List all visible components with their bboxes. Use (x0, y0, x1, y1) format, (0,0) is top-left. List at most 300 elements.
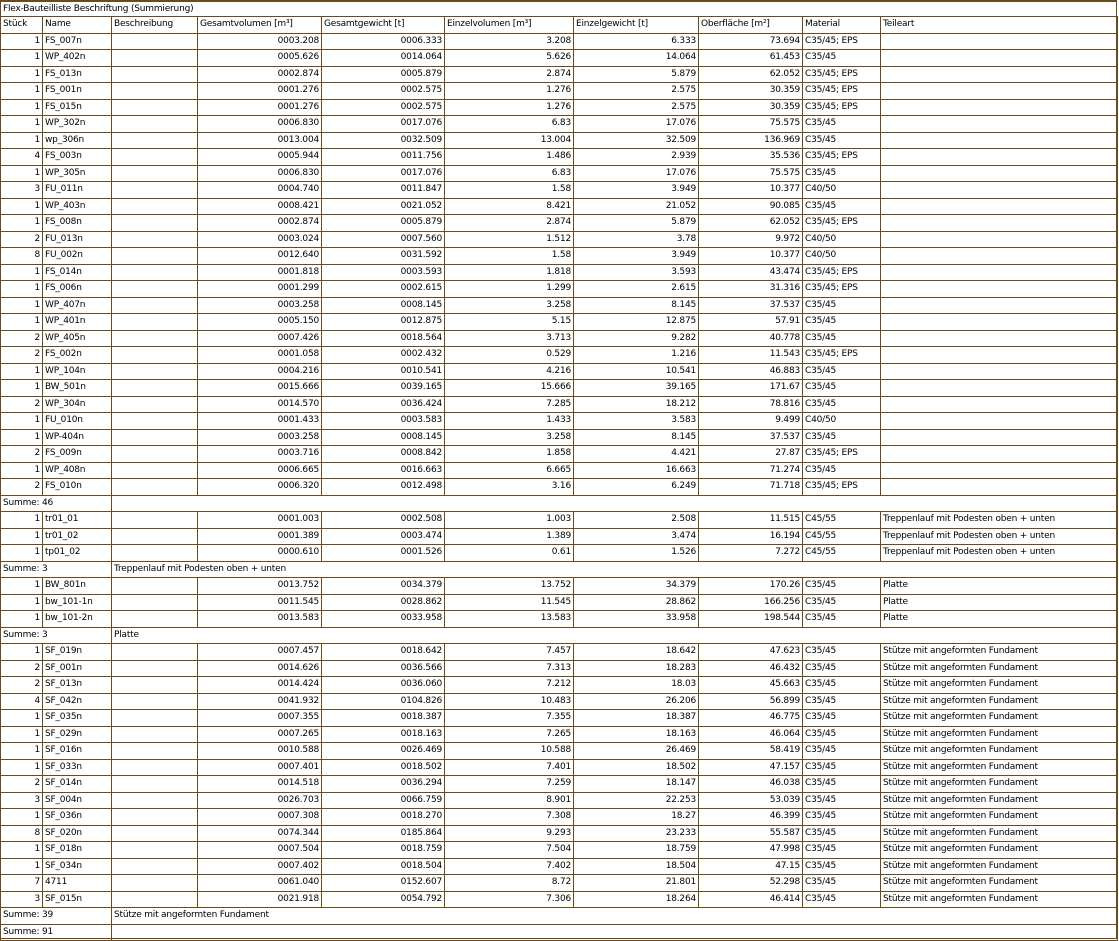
cell-teileart[interactable] (881, 413, 1118, 430)
table-row[interactable] (1, 462, 1118, 479)
cell-material[interactable]: C40/50 (803, 248, 881, 265)
cell-einzelvolumen[interactable]: 3.258 (445, 297, 574, 314)
cell-gesamtgewicht[interactable]: 0002.575 (322, 99, 445, 116)
cell-teileart[interactable] (881, 231, 1118, 248)
cell-gesamtgewicht[interactable]: 0066.759 (322, 792, 445, 809)
cell-name[interactable]: FS_010n (43, 479, 112, 496)
cell-material[interactable]: C35/45 (803, 611, 881, 628)
cell-beschreibung[interactable] (112, 429, 198, 446)
cell-teileart[interactable]: Platte (881, 578, 1118, 595)
cell-einzelvolumen[interactable]: 6.83 (445, 165, 574, 182)
cell-teileart[interactable]: Stütze mit angeformten Fundament (881, 858, 1118, 875)
cell-stueck[interactable]: 2 (1, 479, 43, 496)
cell-einzelgewicht[interactable]: 14.064 (574, 50, 699, 67)
cell-einzelgewicht[interactable]: 32.509 (574, 132, 699, 149)
cell-name[interactable]: FU_010n (43, 413, 112, 430)
cell-einzelvolumen[interactable]: 7.457 (445, 644, 574, 661)
table-row[interactable] (1, 248, 1118, 265)
cell-teileart[interactable]: Stütze mit angeformten Fundament (881, 693, 1118, 710)
cell-gesamtvolumen[interactable]: 0007.426 (198, 330, 322, 347)
cell-beschreibung[interactable] (112, 743, 198, 760)
cell-einzelgewicht[interactable]: 10.541 (574, 363, 699, 380)
cell-name[interactable]: FS_008n (43, 215, 112, 232)
cell-gesamtvolumen[interactable]: 0001.003 (198, 512, 322, 529)
cell-einzelvolumen[interactable]: 11.545 (445, 594, 574, 611)
cell-oberflaeche[interactable]: 30.359 (699, 99, 803, 116)
cell-material[interactable]: C35/45; EPS (803, 215, 881, 232)
cell-einzelgewicht[interactable]: 1.216 (574, 347, 699, 364)
cell-gesamtvolumen[interactable]: 0000.610 (198, 545, 322, 562)
cell-name[interactable]: SF_034n (43, 858, 112, 875)
cell-einzelvolumen[interactable]: 2.874 (445, 66, 574, 83)
cell-stueck[interactable]: 8 (1, 248, 43, 265)
cell-stueck[interactable]: 1 (1, 644, 43, 661)
cell-oberflaeche[interactable]: 9.972 (699, 231, 803, 248)
cell-einzelvolumen[interactable]: 7.285 (445, 396, 574, 413)
cell-gesamtgewicht[interactable]: 0036.424 (322, 396, 445, 413)
cell-einzelgewicht[interactable]: 2.508 (574, 512, 699, 529)
cell-material[interactable]: C35/45 (803, 875, 881, 892)
cell-einzelvolumen[interactable]: 8.72 (445, 875, 574, 892)
cell-einzelvolumen[interactable]: 10.588 (445, 743, 574, 760)
cell-einzelgewicht[interactable]: 21.052 (574, 198, 699, 215)
cell-stueck[interactable]: 1 (1, 380, 43, 397)
cell-material[interactable]: C35/45 (803, 891, 881, 908)
cell-gesamtgewicht[interactable]: 0002.615 (322, 281, 445, 298)
cell-einzelgewicht[interactable]: 6.333 (574, 33, 699, 50)
col-header-name[interactable]: Name (43, 17, 112, 34)
cell-beschreibung[interactable] (112, 710, 198, 727)
col-header-stueck[interactable]: Stück (1, 17, 43, 34)
cell-stueck[interactable]: 1 (1, 99, 43, 116)
cell-gesamtvolumen[interactable]: 0005.626 (198, 50, 322, 67)
cell-einzelvolumen[interactable]: 0.529 (445, 347, 574, 364)
cell-einzelgewicht[interactable]: 2.575 (574, 99, 699, 116)
cell-einzelvolumen[interactable]: 4.216 (445, 363, 574, 380)
cell-einzelvolumen[interactable]: 1.58 (445, 248, 574, 265)
cell-einzelgewicht[interactable]: 16.663 (574, 462, 699, 479)
cell-teileart[interactable] (881, 380, 1118, 397)
cell-oberflaeche[interactable]: 57.91 (699, 314, 803, 331)
cell-oberflaeche[interactable]: 78.816 (699, 396, 803, 413)
table-row[interactable] (1, 809, 1118, 826)
cell-oberflaeche[interactable]: 75.575 (699, 165, 803, 182)
cell-einzelvolumen[interactable]: 3.713 (445, 330, 574, 347)
cell-stueck[interactable]: 1 (1, 198, 43, 215)
cell-einzelgewicht[interactable]: 6.249 (574, 479, 699, 496)
table-row[interactable] (1, 215, 1118, 232)
table-row[interactable] (1, 413, 1118, 430)
cell-material[interactable]: C45/55 (803, 545, 881, 562)
cell-einzelgewicht[interactable]: 28.862 (574, 594, 699, 611)
cell-name[interactable]: WP_402n (43, 50, 112, 67)
cell-oberflaeche[interactable]: 171.67 (699, 380, 803, 397)
cell-oberflaeche[interactable]: 45.663 (699, 677, 803, 694)
cell-material[interactable]: C40/50 (803, 413, 881, 430)
cell-einzelvolumen[interactable]: 1.58 (445, 182, 574, 199)
table-row[interactable] (1, 611, 1118, 628)
cell-oberflaeche[interactable]: 46.432 (699, 660, 803, 677)
table-row[interactable] (1, 545, 1118, 562)
cell-oberflaeche[interactable]: 52.298 (699, 875, 803, 892)
cell-oberflaeche[interactable]: 40.778 (699, 330, 803, 347)
cell-einzelvolumen[interactable]: 13.004 (445, 132, 574, 149)
cell-name[interactable]: FU_002n (43, 248, 112, 265)
cell-stueck[interactable]: 1 (1, 66, 43, 83)
cell-stueck[interactable]: 1 (1, 578, 43, 595)
cell-beschreibung[interactable] (112, 413, 198, 430)
cell-einzelgewicht[interactable]: 3.78 (574, 231, 699, 248)
cell-stueck[interactable]: 1 (1, 842, 43, 859)
cell-beschreibung[interactable] (112, 363, 198, 380)
cell-gesamtvolumen[interactable]: 0001.276 (198, 83, 322, 100)
cell-gesamtvolumen[interactable]: 0013.004 (198, 132, 322, 149)
table-row[interactable] (1, 66, 1118, 83)
table-row[interactable] (1, 132, 1118, 149)
cell-stueck[interactable]: 1 (1, 545, 43, 562)
cell-beschreibung[interactable] (112, 116, 198, 133)
cell-gesamtgewicht[interactable]: 0021.052 (322, 198, 445, 215)
table-row[interactable] (1, 347, 1118, 364)
cell-gesamtgewicht[interactable]: 0012.875 (322, 314, 445, 331)
cell-oberflaeche[interactable]: 46.775 (699, 710, 803, 727)
table-row[interactable] (1, 594, 1118, 611)
cell-stueck[interactable]: 7 (1, 875, 43, 892)
table-row[interactable] (1, 759, 1118, 776)
cell-einzelvolumen[interactable]: 1.858 (445, 446, 574, 463)
col-header-teileart[interactable]: Teileart (881, 17, 1118, 34)
cell-beschreibung[interactable] (112, 83, 198, 100)
cell-beschreibung[interactable] (112, 644, 198, 661)
table-row[interactable] (1, 858, 1118, 875)
cell-gesamtgewicht[interactable]: 0036.566 (322, 660, 445, 677)
cell-beschreibung[interactable] (112, 297, 198, 314)
cell-teileart[interactable] (881, 99, 1118, 116)
cell-beschreibung[interactable] (112, 462, 198, 479)
cell-einzelvolumen[interactable]: 7.306 (445, 891, 574, 908)
cell-einzelvolumen[interactable]: 5.15 (445, 314, 574, 331)
cell-name[interactable]: SF_042n (43, 693, 112, 710)
cell-beschreibung[interactable] (112, 776, 198, 793)
col-header-oberflaeche[interactable]: Oberfläche [m²] (699, 17, 803, 34)
cell-material[interactable]: C35/45; EPS (803, 347, 881, 364)
table-row[interactable] (1, 297, 1118, 314)
cell-einzelgewicht[interactable]: 9.282 (574, 330, 699, 347)
cell-gesamtvolumen[interactable]: 0001.058 (198, 347, 322, 364)
col-header-einzelgewicht[interactable]: Einzelgewicht [t] (574, 17, 699, 34)
cell-teileart[interactable]: Stütze mit angeformten Fundament (881, 660, 1118, 677)
cell-gesamtgewicht[interactable]: 0018.564 (322, 330, 445, 347)
cell-beschreibung[interactable] (112, 726, 198, 743)
cell-einzelgewicht[interactable]: 18.212 (574, 396, 699, 413)
cell-beschreibung[interactable] (112, 594, 198, 611)
cell-einzelgewicht[interactable]: 18.502 (574, 759, 699, 776)
cell-einzelvolumen[interactable]: 1.389 (445, 528, 574, 545)
cell-gesamtgewicht[interactable]: 0036.294 (322, 776, 445, 793)
cell-oberflaeche[interactable]: 46.064 (699, 726, 803, 743)
table-row[interactable] (1, 825, 1118, 842)
cell-material[interactable]: C35/45 (803, 578, 881, 595)
cell-einzelvolumen[interactable]: 1.433 (445, 413, 574, 430)
cell-teileart[interactable]: Stütze mit angeformten Fundament (881, 842, 1118, 859)
cell-material[interactable]: C35/45 (803, 858, 881, 875)
cell-stueck[interactable]: 1 (1, 50, 43, 67)
cell-beschreibung[interactable] (112, 264, 198, 281)
cell-gesamtvolumen[interactable]: 0003.258 (198, 429, 322, 446)
cell-beschreibung[interactable] (112, 99, 198, 116)
cell-material[interactable]: C45/55 (803, 512, 881, 529)
cell-material[interactable]: C35/45 (803, 776, 881, 793)
cell-einzelvolumen[interactable]: 1.299 (445, 281, 574, 298)
cell-gesamtvolumen[interactable]: 0001.389 (198, 528, 322, 545)
cell-einzelgewicht[interactable]: 5.879 (574, 66, 699, 83)
cell-teileart[interactable] (881, 116, 1118, 133)
cell-einzelgewicht[interactable]: 1.526 (574, 545, 699, 562)
cell-gesamtgewicht[interactable]: 0016.663 (322, 462, 445, 479)
cell-beschreibung[interactable] (112, 215, 198, 232)
cell-einzelvolumen[interactable]: 7.313 (445, 660, 574, 677)
cell-einzelvolumen[interactable]: 3.258 (445, 429, 574, 446)
cell-gesamtvolumen[interactable]: 0004.216 (198, 363, 322, 380)
cell-stueck[interactable]: 1 (1, 413, 43, 430)
cell-material[interactable]: C40/50 (803, 182, 881, 199)
cell-beschreibung[interactable] (112, 512, 198, 529)
cell-gesamtvolumen[interactable]: 0007.457 (198, 644, 322, 661)
cell-teileart[interactable]: Stütze mit angeformten Fundament (881, 891, 1118, 908)
cell-stueck[interactable]: 3 (1, 891, 43, 908)
table-row[interactable] (1, 281, 1118, 298)
cell-oberflaeche[interactable]: 11.543 (699, 347, 803, 364)
cell-name[interactable]: tp01_02 (43, 545, 112, 562)
cell-beschreibung[interactable] (112, 182, 198, 199)
cell-einzelgewicht[interactable]: 22.253 (574, 792, 699, 809)
cell-gesamtvolumen[interactable]: 0002.874 (198, 215, 322, 232)
cell-einzelgewicht[interactable]: 3.474 (574, 528, 699, 545)
cell-material[interactable]: C35/45 (803, 380, 881, 397)
table-row[interactable] (1, 842, 1118, 859)
cell-gesamtgewicht[interactable]: 0031.592 (322, 248, 445, 265)
cell-einzelvolumen[interactable]: 13.583 (445, 611, 574, 628)
cell-einzelgewicht[interactable]: 3.593 (574, 264, 699, 281)
cell-stueck[interactable]: 1 (1, 611, 43, 628)
cell-stueck[interactable]: 1 (1, 594, 43, 611)
cell-einzelgewicht[interactable]: 17.076 (574, 165, 699, 182)
cell-stueck[interactable]: 2 (1, 677, 43, 694)
cell-gesamtvolumen[interactable]: 0014.570 (198, 396, 322, 413)
cell-beschreibung[interactable] (112, 314, 198, 331)
cell-stueck[interactable]: 1 (1, 809, 43, 826)
cell-stueck[interactable]: 1 (1, 512, 43, 529)
cell-oberflaeche[interactable]: 10.377 (699, 248, 803, 265)
cell-gesamtgewicht[interactable]: 0018.502 (322, 759, 445, 776)
cell-oberflaeche[interactable]: 71.274 (699, 462, 803, 479)
cell-einzelvolumen[interactable]: 2.874 (445, 215, 574, 232)
cell-teileart[interactable]: Stütze mit angeformten Fundament (881, 776, 1118, 793)
cell-gesamtgewicht[interactable]: 0003.593 (322, 264, 445, 281)
table-row[interactable] (1, 330, 1118, 347)
cell-einzelgewicht[interactable]: 18.283 (574, 660, 699, 677)
cell-material[interactable]: C35/45 (803, 644, 881, 661)
cell-teileart[interactable]: Stütze mit angeformten Fundament (881, 809, 1118, 826)
cell-oberflaeche[interactable]: 73.694 (699, 33, 803, 50)
cell-gesamtgewicht[interactable]: 0032.509 (322, 132, 445, 149)
cell-gesamtgewicht[interactable]: 0018.387 (322, 710, 445, 727)
table-row[interactable] (1, 149, 1118, 166)
table-row[interactable] (1, 792, 1118, 809)
cell-name[interactable]: tr01_01 (43, 512, 112, 529)
cell-gesamtgewicht[interactable]: 0185.864 (322, 825, 445, 842)
cell-teileart[interactable] (881, 314, 1118, 331)
cell-teileart[interactable] (881, 347, 1118, 364)
cell-oberflaeche[interactable]: 11.515 (699, 512, 803, 529)
cell-stueck[interactable]: 3 (1, 182, 43, 199)
cell-name[interactable]: FU_013n (43, 231, 112, 248)
cell-name[interactable]: WP_403n (43, 198, 112, 215)
cell-name[interactable]: SF_033n (43, 759, 112, 776)
cell-name[interactable]: WP_104n (43, 363, 112, 380)
cell-einzelgewicht[interactable]: 8.145 (574, 297, 699, 314)
cell-name[interactable]: FS_006n (43, 281, 112, 298)
cell-gesamtgewicht[interactable]: 0011.847 (322, 182, 445, 199)
cell-gesamtgewicht[interactable]: 0036.060 (322, 677, 445, 694)
cell-einzelvolumen[interactable]: 7.212 (445, 677, 574, 694)
table-row[interactable] (1, 677, 1118, 694)
cell-material[interactable]: C35/45; EPS (803, 264, 881, 281)
cell-beschreibung[interactable] (112, 248, 198, 265)
cell-einzelvolumen[interactable]: 1.276 (445, 99, 574, 116)
cell-oberflaeche[interactable]: 71.718 (699, 479, 803, 496)
cell-stueck[interactable]: 1 (1, 710, 43, 727)
cell-name[interactable]: WP_401n (43, 314, 112, 331)
table-row[interactable] (1, 83, 1118, 100)
cell-teileart[interactable] (881, 363, 1118, 380)
cell-einzelgewicht[interactable]: 23.233 (574, 825, 699, 842)
table-row[interactable] (1, 198, 1118, 215)
cell-einzelgewicht[interactable]: 39.165 (574, 380, 699, 397)
cell-einzelvolumen[interactable]: 7.504 (445, 842, 574, 859)
cell-beschreibung[interactable] (112, 891, 198, 908)
cell-beschreibung[interactable] (112, 875, 198, 892)
cell-einzelvolumen[interactable]: 7.308 (445, 809, 574, 826)
cell-teileart[interactable] (881, 479, 1118, 496)
cell-einzelvolumen[interactable]: 3.208 (445, 33, 574, 50)
table-row[interactable] (1, 512, 1118, 529)
cell-name[interactable]: WP_405n (43, 330, 112, 347)
cell-stueck[interactable]: 1 (1, 429, 43, 446)
cell-einzelgewicht[interactable]: 5.879 (574, 215, 699, 232)
cell-gesamtgewicht[interactable]: 0017.076 (322, 116, 445, 133)
cell-material[interactable]: C35/45 (803, 165, 881, 182)
cell-gesamtgewicht[interactable]: 0026.469 (322, 743, 445, 760)
cell-material[interactable]: C35/45 (803, 396, 881, 413)
cell-gesamtvolumen[interactable]: 0001.299 (198, 281, 322, 298)
cell-gesamtgewicht[interactable]: 0028.862 (322, 594, 445, 611)
cell-oberflaeche[interactable]: 43.474 (699, 264, 803, 281)
table-row[interactable] (1, 380, 1118, 397)
cell-beschreibung[interactable] (112, 611, 198, 628)
cell-gesamtvolumen[interactable]: 0003.208 (198, 33, 322, 50)
table-row[interactable] (1, 743, 1118, 760)
cell-oberflaeche[interactable]: 7.272 (699, 545, 803, 562)
cell-einzelgewicht[interactable]: 4.421 (574, 446, 699, 463)
cell-stueck[interactable]: 4 (1, 149, 43, 166)
cell-einzelvolumen[interactable]: 1.512 (445, 231, 574, 248)
cell-stueck[interactable]: 1 (1, 314, 43, 331)
cell-oberflaeche[interactable]: 90.085 (699, 198, 803, 215)
table-row[interactable] (1, 479, 1118, 496)
cell-teileart[interactable] (881, 83, 1118, 100)
cell-einzelgewicht[interactable]: 18.264 (574, 891, 699, 908)
cell-gesamtvolumen[interactable]: 0002.874 (198, 66, 322, 83)
cell-material[interactable]: C35/45 (803, 462, 881, 479)
cell-material[interactable]: C35/45; EPS (803, 66, 881, 83)
cell-teileart[interactable] (881, 462, 1118, 479)
cell-gesamtgewicht[interactable]: 0003.474 (322, 528, 445, 545)
cell-material[interactable]: C35/45 (803, 792, 881, 809)
cell-gesamtgewicht[interactable]: 0018.504 (322, 858, 445, 875)
cell-teileart[interactable] (881, 248, 1118, 265)
cell-oberflaeche[interactable]: 47.998 (699, 842, 803, 859)
cell-oberflaeche[interactable]: 166.256 (699, 594, 803, 611)
cell-einzelgewicht[interactable]: 12.875 (574, 314, 699, 331)
cell-gesamtgewicht[interactable]: 0008.842 (322, 446, 445, 463)
cell-einzelgewicht[interactable]: 2.939 (574, 149, 699, 166)
cell-name[interactable]: SF_015n (43, 891, 112, 908)
cell-einzelgewicht[interactable]: 17.076 (574, 116, 699, 133)
cell-beschreibung[interactable] (112, 545, 198, 562)
cell-stueck[interactable]: 2 (1, 776, 43, 793)
cell-name[interactable]: tr01_02 (43, 528, 112, 545)
table-row[interactable] (1, 726, 1118, 743)
cell-teileart[interactable] (881, 182, 1118, 199)
cell-stueck[interactable]: 1 (1, 726, 43, 743)
cell-beschreibung[interactable] (112, 660, 198, 677)
cell-beschreibung[interactable] (112, 528, 198, 545)
cell-material[interactable]: C35/45; EPS (803, 99, 881, 116)
cell-name[interactable]: SF_014n (43, 776, 112, 793)
cell-teileart[interactable] (881, 215, 1118, 232)
cell-name[interactable]: BW_501n (43, 380, 112, 397)
cell-einzelgewicht[interactable]: 18.759 (574, 842, 699, 859)
cell-gesamtvolumen[interactable]: 0004.740 (198, 182, 322, 199)
cell-einzelgewicht[interactable]: 34.379 (574, 578, 699, 595)
cell-oberflaeche[interactable]: 75.575 (699, 116, 803, 133)
cell-einzelgewicht[interactable]: 21.801 (574, 875, 699, 892)
cell-beschreibung[interactable] (112, 66, 198, 83)
cell-name[interactable]: 4711 (43, 875, 112, 892)
col-header-beschreibung[interactable]: Beschreibung (112, 17, 198, 34)
cell-material[interactable]: C35/45 (803, 330, 881, 347)
table-row[interactable] (1, 50, 1118, 67)
cell-gesamtvolumen[interactable]: 0003.258 (198, 297, 322, 314)
cell-gesamtvolumen[interactable]: 0014.626 (198, 660, 322, 677)
cell-gesamtvolumen[interactable]: 0001.433 (198, 413, 322, 430)
cell-einzelvolumen[interactable]: 7.355 (445, 710, 574, 727)
cell-teileart[interactable]: Stütze mit angeformten Fundament (881, 759, 1118, 776)
cell-gesamtvolumen[interactable]: 0005.944 (198, 149, 322, 166)
cell-beschreibung[interactable] (112, 231, 198, 248)
cell-material[interactable]: C35/45; EPS (803, 33, 881, 50)
cell-einzelvolumen[interactable]: 15.666 (445, 380, 574, 397)
cell-oberflaeche[interactable]: 46.883 (699, 363, 803, 380)
cell-gesamtvolumen[interactable]: 0014.518 (198, 776, 322, 793)
cell-einzelgewicht[interactable]: 18.27 (574, 809, 699, 826)
cell-einzelvolumen[interactable]: 13.752 (445, 578, 574, 595)
cell-material[interactable]: C35/45 (803, 363, 881, 380)
cell-teileart[interactable] (881, 264, 1118, 281)
cell-name[interactable]: BW_801n (43, 578, 112, 595)
cell-teileart[interactable]: Treppenlauf mit Podesten oben + unten (881, 528, 1118, 545)
